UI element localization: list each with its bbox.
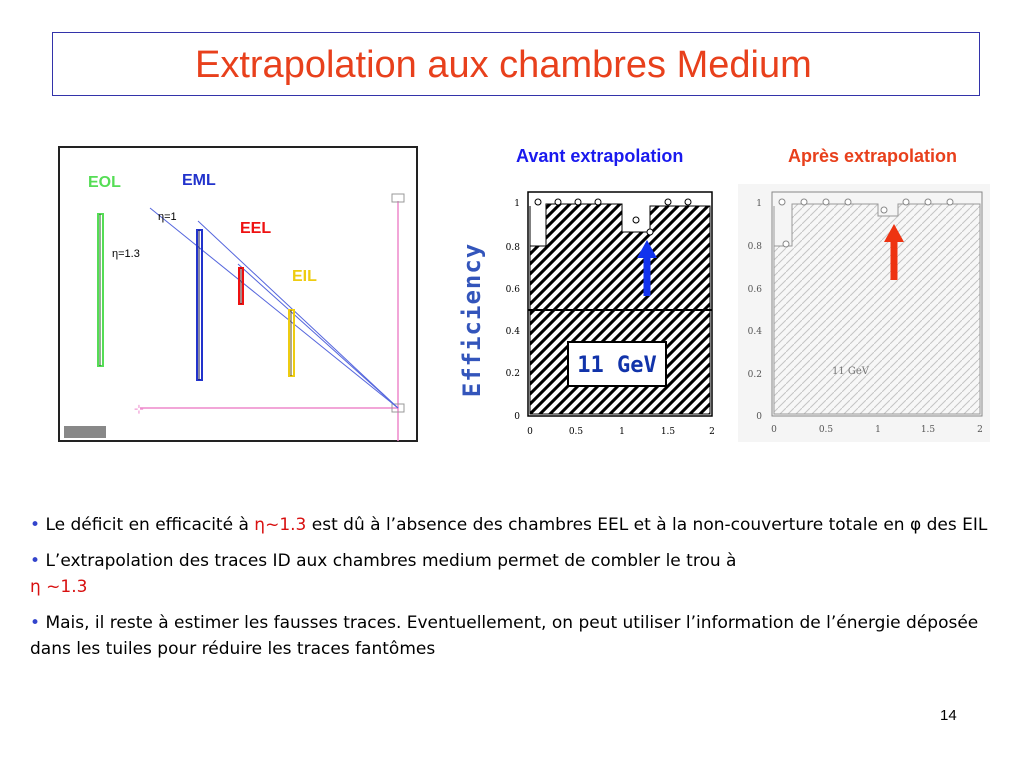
eel-label: EEL [240, 220, 272, 237]
svg-text:0.6: 0.6 [747, 285, 762, 295]
before-extrapolation-label: Avant extrapolation [516, 146, 684, 166]
svg-text:0.2: 0.2 [505, 369, 520, 379]
eml-label: EML [182, 172, 216, 189]
svg-text:0: 0 [756, 412, 762, 422]
bullet-2-text: L’extrapolation des traces ID aux chambres medium permet de combler le trou à [45, 551, 737, 571]
svg-text:0.8: 0.8 [505, 243, 520, 253]
bullet-2 [30, 548, 1014, 600]
svg-text:2: 2 [709, 427, 715, 437]
after-efficiency-plot [738, 184, 990, 442]
eta-1-label: η=1 [158, 211, 177, 223]
energy-label-after: 11 GeV [832, 366, 870, 377]
bullet-3 [30, 610, 1014, 662]
bullet-dot: • [30, 613, 41, 633]
svg-text:0.5: 0.5 [818, 425, 834, 435]
slide-title: Extrapolation aux chambres Medium [195, 44, 812, 86]
eta-13-label: η=1.3 [112, 248, 140, 260]
bullet-dot: • [30, 515, 41, 535]
svg-text:1.5: 1.5 [660, 427, 676, 437]
svg-text:0: 0 [514, 412, 520, 422]
after-extrapolation-label: Après extrapolation [788, 146, 958, 166]
svg-text:0.6: 0.6 [505, 285, 520, 295]
energy-label-before: 11 GeV [577, 353, 657, 378]
svg-text:0.2: 0.2 [747, 370, 762, 380]
bullet-dot: • [30, 551, 41, 571]
svg-text:0.8: 0.8 [747, 242, 762, 252]
svg-text:1: 1 [875, 425, 881, 435]
eol-label: EOL [88, 174, 121, 191]
svg-text:0.4: 0.4 [505, 327, 520, 337]
svg-text:⊹: ⊹ [134, 402, 145, 416]
eil-label: EIL [292, 268, 317, 285]
svg-text:1: 1 [756, 199, 762, 209]
page-number: 14 [940, 707, 957, 724]
svg-text:0.4: 0.4 [747, 327, 762, 337]
bullet-1-eta: η~1.3 [254, 515, 307, 535]
bullet-1-text-b: est dû à l’absence des chambres EEL et à la non-couverture totale en φ des EIL [306, 515, 988, 535]
svg-text:1: 1 [619, 427, 625, 437]
efficiency-axis-title: Efficiency [458, 242, 486, 398]
bullet-3-text: Mais, il reste à estimer les fausses traces. Eventuellement, on peut utiliser l’information de l’énergie déposée dans les tuiles pour réduire les traces fantômes [30, 613, 979, 659]
svg-text:2: 2 [977, 425, 983, 435]
bullet-list [30, 512, 1014, 672]
svg-text:1.5: 1.5 [920, 425, 936, 435]
bullet-1-text-a: Le déficit en efficacité à [45, 515, 255, 535]
svg-text:0: 0 [771, 425, 777, 435]
svg-text:0.5: 0.5 [568, 427, 584, 437]
svg-text:0: 0 [527, 427, 533, 437]
before-efficiency-plot [498, 186, 720, 440]
svg-text:1: 1 [514, 199, 520, 209]
bullet-2-eta: η ~1.3 [30, 577, 88, 597]
bullet-1 [30, 512, 1014, 538]
